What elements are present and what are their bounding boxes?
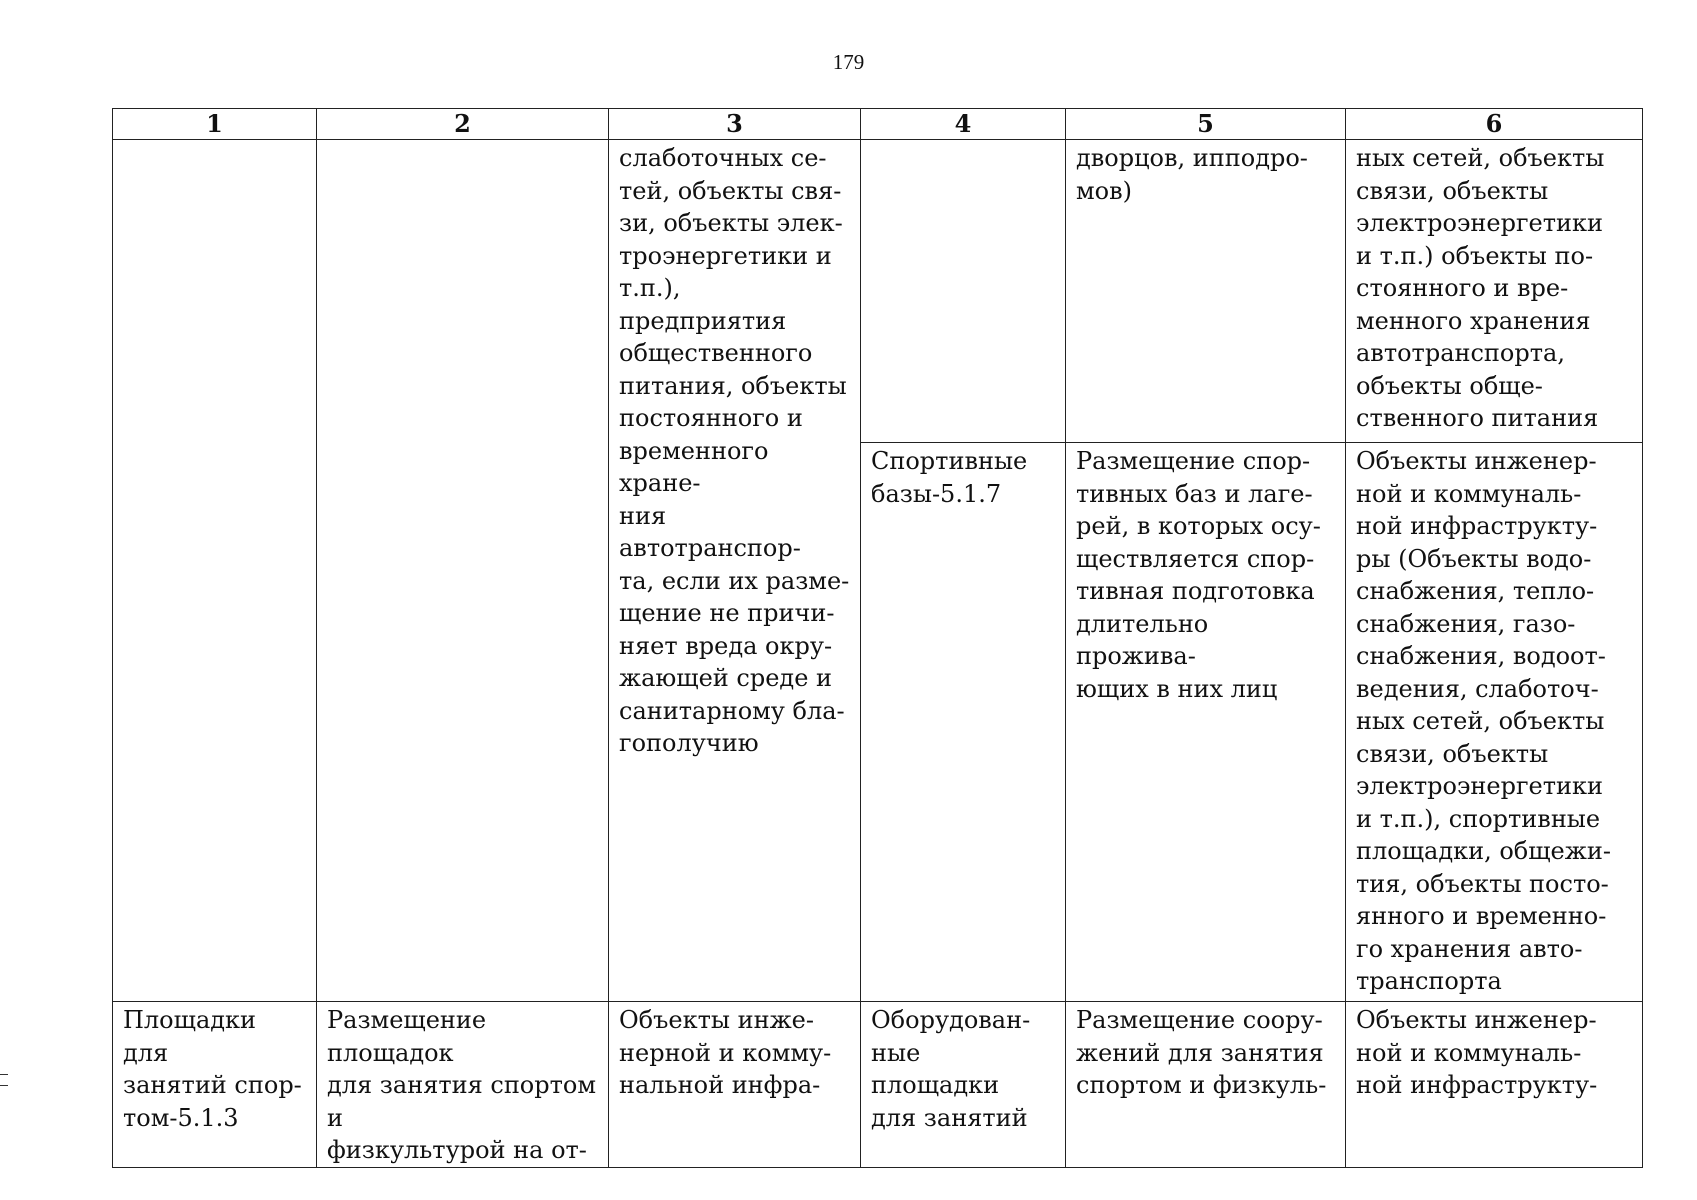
cell-col-1: Площадки для занятий спор- том-5.1.3 <box>113 1002 317 1168</box>
cell-col-3: слаботочных се- тей, объекты свя- зи, объекты элек- троэнергетики и т.п.), предприятия общественного питания, объекты постоянного и временного хране- ния автотранспор- та, если их разме- щение не причи- няет вреда окру- жающей среде и санитарному бла- гополучию <box>609 140 861 1002</box>
cell-col-2 <box>317 140 609 1002</box>
cell-col-4 <box>861 140 1066 443</box>
cell-col-5: дворцов, ипподро- мов) <box>1066 140 1346 443</box>
cell-col-6: Объекты инженер- ной и коммуналь- ной инфраструкту- ры (Объекты водо- снабжения, тепло- снабжения, газо- снабжения, водоот- ведения, слаботоч- ных сетей, объекты связи, объекты электроэнергетики и т.п.), спортивные площадки, общежи- тия, объекты посто- янного и временно- го хранения авто- транспорта <box>1346 443 1643 1002</box>
header-row <box>113 109 1643 140</box>
cell-col-2: Размещение площадок для занятия спортом и физкультурой на от- <box>317 1002 609 1168</box>
header-col-5: 5 <box>1066 109 1346 140</box>
header-col-4: 4 <box>861 109 1066 140</box>
cell-col-6: ных сетей, объекты связи, объекты электроэнергетики и т.п.) объекты по- стоянного и вре- менного хранения автотранспорта, объекты обще- ственного питания <box>1346 140 1643 443</box>
header-col-2: 2 <box>317 109 609 140</box>
cell-col-5: Размещение спор- тивных баз и лаге- рей, в которых осу- ществляется спор- тивная подготовка длительно прожива- ющих в них лиц <box>1066 443 1346 1002</box>
cell-col-4: Спортивные базы-5.1.7 <box>861 443 1066 1002</box>
header-col-6: 6 <box>1346 109 1643 140</box>
page-number: 179 <box>832 50 865 74</box>
cell-col-3: Объекты инже- нерной и комму- нальной инфра- <box>609 1002 861 1168</box>
margin-mark <box>0 1074 8 1086</box>
table-row <box>113 1002 1643 1168</box>
cell-col-4: Оборудован- ные площадки для занятий <box>861 1002 1066 1168</box>
cell-col-1 <box>113 140 317 1002</box>
header-col-1: 1 <box>113 109 317 140</box>
table-row <box>113 140 1643 443</box>
header-col-3: 3 <box>609 109 861 140</box>
cell-col-6: Объекты инженер- ной и коммуналь- ной инфраструкту- <box>1346 1002 1643 1168</box>
cell-col-5: Размещение соору- жений для занятия спортом и физкуль- <box>1066 1002 1346 1168</box>
regulations-table <box>112 108 1643 1168</box>
